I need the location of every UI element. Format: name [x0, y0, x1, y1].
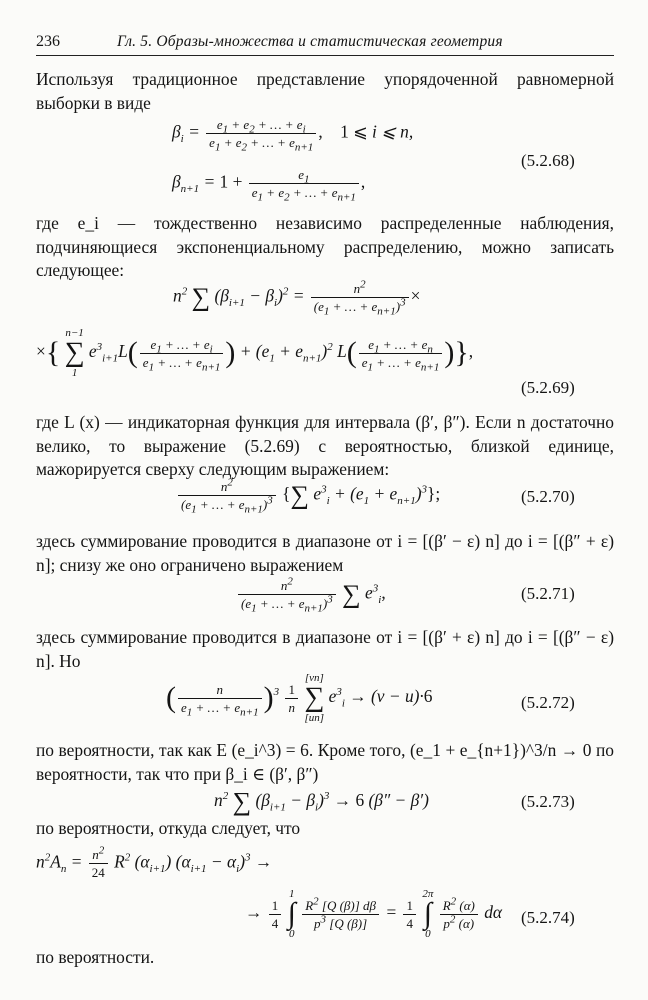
paragraph-2: где e_i — тождественно независимо распределенные наблюдения, подчиняющиеся экспоненциальному распределению, можно записать следующее: — [36, 213, 614, 281]
paragraph-6: по вероятности, так как E (e_i^3) = 6. Кроме того, (e_1 + e_{n+1})^3/n → 0 по вероятности, так что при β_i ∈ (β′, β″) — [36, 740, 614, 784]
paragraph-4: здесь суммирование проводится в диапазоне от i = [(β′ − ε) n] до i = [(β″ + ε) n]; снизу же оно ограничено выражением — [36, 531, 614, 575]
paragraph-3: где L (x) — индикаторная функция для интервала (β′, β″). Если n достаточно велико, то выражение (5.2.69) с вероятностью, близкой единице, мажорируется сверху следующим выражением: — [36, 412, 614, 480]
equation-number-5-2-72: (5.2.72) — [521, 693, 575, 712]
equation-number-5-2-70: (5.2.70) — [521, 487, 575, 506]
equation-number-5-2-69: (5.2.69) — [521, 378, 575, 397]
paragraph-1: Используя традиционное представление упорядоченной равномерной выборки в виде — [36, 69, 614, 113]
formula-5-2-74-line-1: $n^2A_n$ = $\frac{n^2}{24}$ $R^2$ $(\alpha_{i+1}) (\alpha_{i+1} - \alpha_i)^3$ → — [36, 844, 273, 880]
paragraph-5: здесь суммирование проводится в диапазоне от i = [(β′ + ε) n] до i = [(β″ − ε) n]. Но — [36, 627, 614, 671]
equation-number-5-2-73: (5.2.73) — [521, 792, 575, 811]
formula-5-2-74-line-2: → $\frac{1}{4}$ 1 ∫ 0 $\frac{R^2 [Q (\beta)] d\beta}{p^3 [Q (\beta)]}$ = $\frac{1}{4}$ 2π ∫ 0 $\frac{R^2 (\alpha)}{p^2 (\alpha)}$ dα — [245, 888, 503, 940]
formula-5-2-72: ( $\frac{n}{e_1 + \dots + e_{n+1}}$ )$^3$ $\frac{1}{n}$ [vn] ∑ [un] $e^3_i \to (v - u)\cdot 6$ — [166, 672, 433, 724]
formula-5-2-73: $n^2$ ∑ $(\beta_{i+1} - \beta_i)^3 \to 6$ (β″ − β′) — [214, 787, 429, 816]
formula-5-2-69-line-1: $n^2$ ∑ $(\beta_{i+1} - \beta_i)^2$ = $\frac{n^2}{(e_1 + \dots + e_{n+1})^3}$ × — [173, 278, 421, 318]
page-number: 236 — [36, 33, 60, 50]
page-header — [36, 33, 614, 56]
running-head: Гл. 5. Образы-множества и статистическая геометрия — [117, 33, 503, 50]
paragraph-8: по вероятности. — [36, 947, 155, 967]
equation-number-5-2-68: (5.2.68) — [521, 151, 575, 170]
formula-5-2-69-line-2: ×{ n−1 ∑ 1 $e^3_{i+1}L$( $\frac{e_1 + \dots + e_i}{e_1 + \dots + e_{n+1}}$ ) + $(e_1 + e_{n+1})^2$ L( $\frac{e_1 + \dots + e_n}{e_1 + \dots + e_{n+1}}$ )}, — [36, 327, 474, 379]
formula-5-2-71: $\frac{n^2}{(e_1 + \dots + e_{n+1})^3}$ ∑ $e^3_i$, — [236, 578, 386, 611]
equation-number-5-2-71: (5.2.71) — [521, 584, 575, 603]
formula-5-2-68-line-1: $\beta_i$ = $\frac{e_1 + e_2 + \dots + e_i}{e_1 + e_2 + \dots + e_{n+1}}$ , 1 ⩽ i ⩽ n, — [172, 117, 414, 154]
equation-number-5-2-74: (5.2.74) — [521, 908, 575, 927]
formula-5-2-70: $\frac{n^2}{(e_1 + \dots + e_{n+1})^3}$ {∑ $e^3_i + (e_1 + e_{n+1})^3$}; — [176, 479, 440, 512]
formula-5-2-68-line-2: $\beta_{n+1} = 1$ + $\frac{e_1}{e_1 + e_2 + \dots + e_{n+1}}$ , — [172, 167, 366, 204]
paragraph-7: по вероятности, откуда следует, что — [36, 818, 301, 838]
